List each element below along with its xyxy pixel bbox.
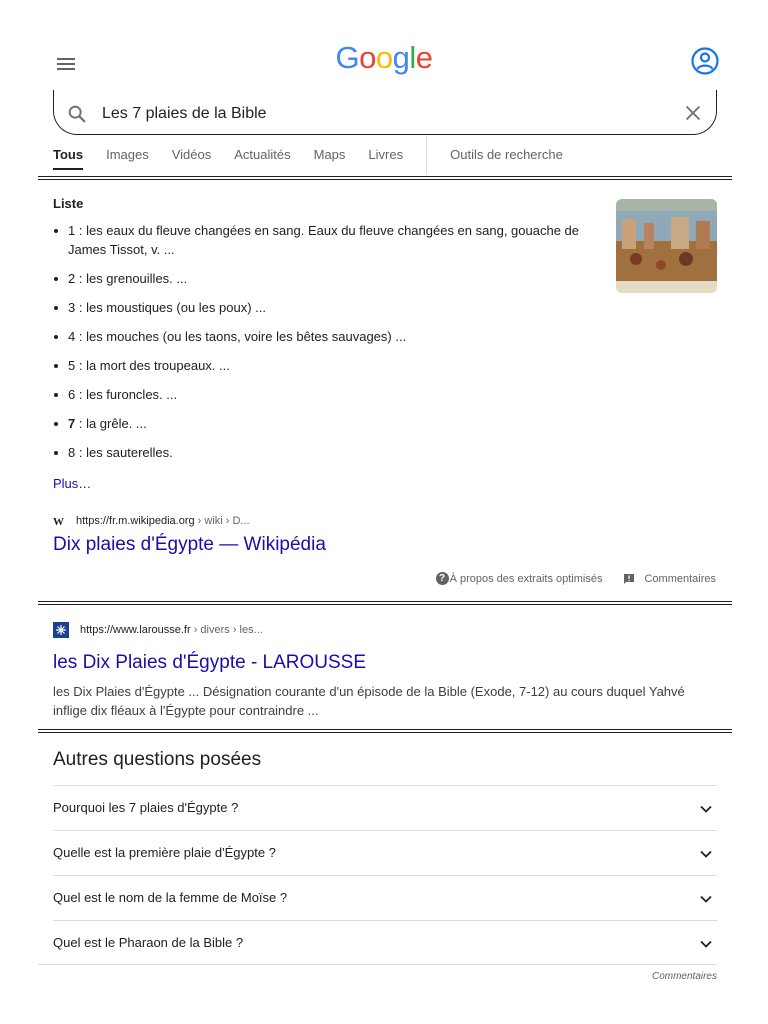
search-input[interactable] <box>102 103 662 125</box>
feedback-label: Commentaires <box>644 572 716 585</box>
paa-question[interactable] <box>53 785 717 830</box>
logo-letter: o <box>375 40 393 75</box>
larousse-url[interactable] <box>80 624 263 636</box>
divider <box>38 729 732 733</box>
feedback-icon <box>623 573 635 585</box>
list-text: : les mouches (ou les taons, voire les bêtes sauvages) ... <box>75 329 407 344</box>
list-number: 2 <box>68 271 76 286</box>
list-number: 3 <box>68 300 76 315</box>
snippet-list <box>53 221 603 472</box>
list-item <box>53 356 603 375</box>
paa-question-text: Pourquoi les 7 plaies d'Égypte ? <box>53 800 239 815</box>
chevron-down-icon <box>699 892 713 906</box>
paa-feedback-link[interactable]: Commentaires <box>651 971 717 982</box>
source-domain: https://www.larousse.fr <box>80 624 191 636</box>
about-snippets-label: À propos des extraits optimisés <box>449 572 603 585</box>
snippet-feedback-row <box>436 572 716 585</box>
chevron-down-icon <box>699 802 713 816</box>
logo-letter: o <box>359 40 376 75</box>
list-item <box>53 269 603 288</box>
search-icon[interactable] <box>66 103 88 125</box>
list-number: 4 <box>68 329 76 344</box>
larousse-favicon-icon <box>53 622 69 638</box>
list-number: 5 <box>68 358 76 373</box>
list-text: : les moustiques (ou les poux) ... <box>75 300 266 315</box>
list-item <box>53 327 603 346</box>
paa-question[interactable] <box>53 830 717 875</box>
list-item <box>53 443 603 462</box>
tab-livres[interactable]: Livres <box>368 147 404 162</box>
list-text: : la mort des troupeaux. ... <box>75 358 230 373</box>
account-icon[interactable] <box>690 46 720 76</box>
tab-videos[interactable]: Vidéos <box>171 147 212 162</box>
more-link[interactable]: Plus… <box>53 476 92 491</box>
paa-question-text: Quel est le nom de la femme de Moïse ? <box>53 890 288 905</box>
wikipedia-result-title[interactable]: Dix plaies d'Égypte — Wikipédia <box>53 534 326 555</box>
help-icon: ? <box>436 572 449 585</box>
tab-maps[interactable]: Maps <box>313 147 346 162</box>
paa-question[interactable] <box>53 875 717 920</box>
list-text: : la grêle. ... <box>75 416 147 431</box>
paa-question-text: Quel est le Pharaon de la Bible ? <box>53 935 244 950</box>
larousse-result-description: les Dix Plaies d'Égypte ... Désignation courante d'un épisode de la Bible (Exode, 7-12) au cours duquel Yahvé inflige dix fléaux à l'Égypte pour contraindre ... <box>53 684 685 718</box>
paa-question[interactable] <box>53 920 717 965</box>
tab-actualites[interactable]: Actualités <box>234 147 291 162</box>
larousse-result-title[interactable]: les Dix Plaies d'Égypte - LAROUSSE <box>53 652 367 673</box>
snippet-heading: Liste <box>53 196 84 211</box>
logo-letter: G <box>335 40 360 75</box>
list-number: 8 <box>68 445 76 460</box>
list-item <box>53 385 603 404</box>
source-breadcrumbs: › wiki › D... <box>194 515 250 527</box>
list-number: 1 <box>68 223 76 238</box>
source-url[interactable] <box>76 515 250 527</box>
tab-images[interactable]: Images <box>106 147 149 162</box>
chevron-down-icon <box>699 847 713 861</box>
search-tabs <box>53 140 586 170</box>
divider <box>38 964 717 965</box>
list-text: : les eaux du fleuve changées en sang. Eaux du fleuve changées en sang, gouache de James Tissot, v. ... <box>68 223 579 257</box>
chevron-down-icon <box>699 937 713 951</box>
divider <box>38 601 732 605</box>
google-logo[interactable] <box>0 40 768 76</box>
snippet-thumbnail-image[interactable] <box>616 199 717 293</box>
snippet-feedback-link[interactable] <box>623 573 716 585</box>
paa-title: Autres questions posées <box>53 749 262 770</box>
about-snippets-link[interactable] <box>436 572 603 585</box>
list-text: : les grenouilles. ... <box>75 271 188 286</box>
search-box <box>53 90 717 135</box>
top-bar <box>0 0 768 100</box>
wikipedia-icon: W <box>53 516 64 528</box>
tab-search-tools[interactable]: Outils de recherche <box>450 147 563 162</box>
tab-tous[interactable]: Tous <box>53 140 83 170</box>
list-item <box>53 414 603 433</box>
list-item <box>53 298 603 317</box>
list-text: : les sauterelles. <box>75 445 173 460</box>
logo-letter: g <box>392 40 410 75</box>
logo-letter: e <box>415 40 433 75</box>
clear-search-icon[interactable] <box>682 102 704 124</box>
source-domain: https://fr.m.wikipedia.org <box>76 515 195 527</box>
divider <box>38 176 732 180</box>
list-number: 6 <box>68 387 76 402</box>
list-item <box>53 221 603 259</box>
paa-list <box>53 785 717 965</box>
paa-question-text: Quelle est la première plaie d'Égypte ? <box>53 845 276 860</box>
list-number: 7 <box>68 416 76 431</box>
logo-letter: l <box>409 40 416 75</box>
list-text: : les furoncles. ... <box>75 387 178 402</box>
source-breadcrumbs: › divers › les... <box>190 624 263 636</box>
tab-divider <box>426 136 427 174</box>
